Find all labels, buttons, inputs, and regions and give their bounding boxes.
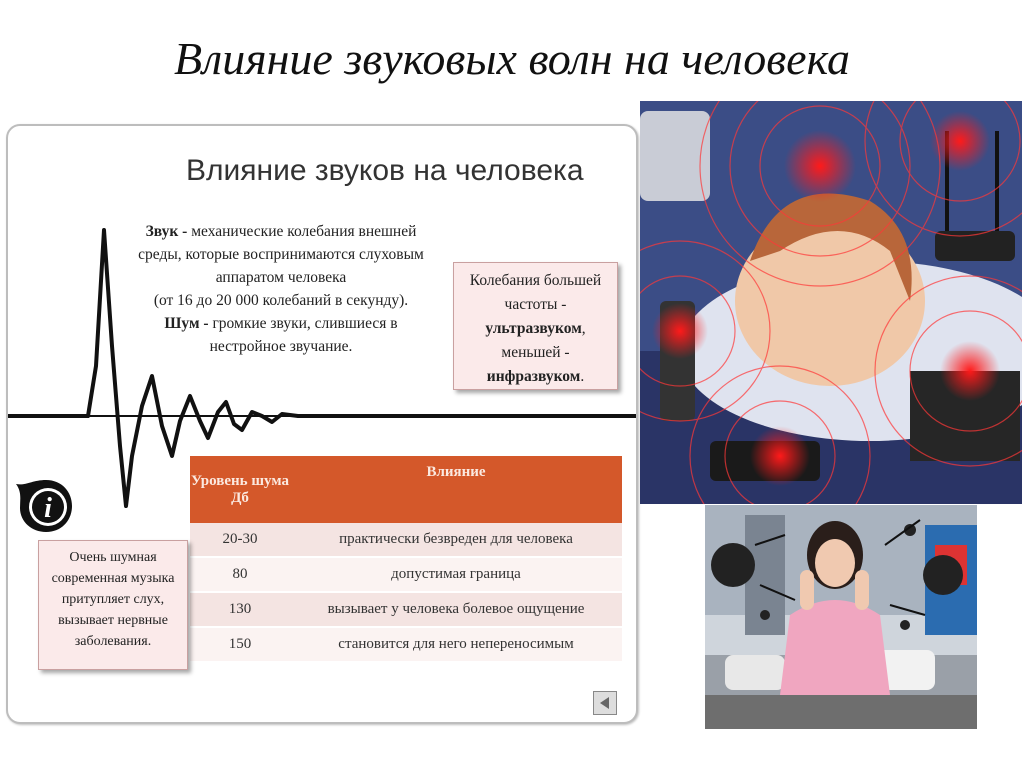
sound-term: Звук - [145, 223, 188, 240]
noise-woman-photo [705, 505, 977, 729]
table-row [190, 557, 622, 592]
row-effect: допустимая граница [290, 557, 622, 592]
slide-card [6, 124, 638, 724]
noise-term: Шум - [164, 315, 209, 332]
table-row [190, 523, 622, 557]
row-effect: практически безвреден для человека [290, 523, 622, 557]
sound-text-4: (от 16 до 20 000 колебаний в секунду). [153, 292, 409, 309]
note-line-4: меньшей - [501, 344, 570, 361]
note-dot: . [580, 368, 585, 385]
warning-line-3: притупляет слух, [61, 592, 165, 607]
note-line-1: Колебания большей [469, 272, 602, 289]
note-line-2: частоты - [504, 296, 567, 313]
row-level: 130 [190, 592, 290, 627]
note-infrasound: инфразвуком [486, 368, 581, 385]
header-effect: Влияние [290, 456, 622, 523]
warning-line-5: заболевания. [74, 634, 152, 649]
warning-line-4: вызывает нервные [58, 613, 168, 628]
table-row [190, 627, 622, 662]
header-level: Уровень шума Дб [190, 456, 290, 523]
info-icon-letter: i [44, 493, 52, 524]
sound-text-3: аппаратом человека [215, 269, 347, 286]
noise-text-2: нестройное звучание. [209, 338, 353, 355]
table-row [190, 592, 622, 627]
warning-line-2: современная музыка [51, 571, 175, 586]
sleeping-child-photo [640, 101, 1022, 504]
row-level: 150 [190, 627, 290, 662]
note-comma: , [581, 320, 586, 337]
noise-level-table [190, 456, 622, 663]
sound-text-1: механические колебания внешней [187, 223, 417, 240]
card-heading: Влияние звуков на человека [186, 154, 584, 187]
row-level: 20-30 [190, 523, 290, 557]
triangle-left-icon [594, 692, 616, 714]
noise-text-1: громкие звуки, слившиеся в [208, 315, 398, 332]
slide-title: Влияние звуковых волн на человека [174, 33, 850, 84]
row-effect: вызывает у человека болевое ощущение [290, 592, 622, 627]
music-warning-note [38, 540, 188, 670]
sound-text-2: среды, которые воспринимаются слуховым [138, 246, 424, 263]
previous-slide-button[interactable] [593, 691, 617, 715]
row-level: 80 [190, 557, 290, 592]
frequency-note [453, 262, 618, 390]
note-ultrasound: ультразвуком [485, 320, 582, 337]
definition-text [120, 220, 442, 358]
warning-line-1: Очень шумная [69, 550, 157, 565]
info-icon [16, 476, 76, 536]
row-effect: становится для него непереносимым [290, 627, 622, 662]
